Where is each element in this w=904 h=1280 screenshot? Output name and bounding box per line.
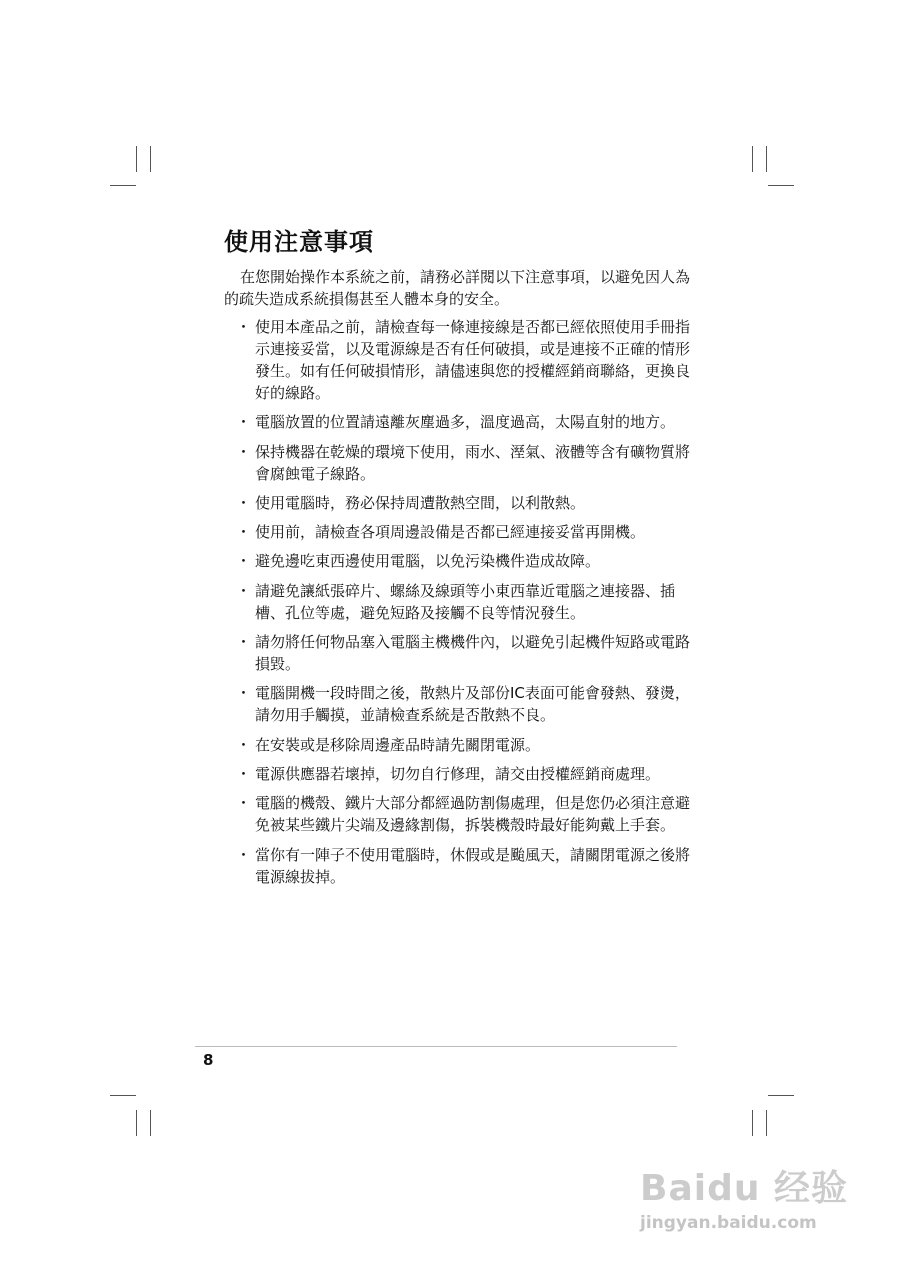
crop-mark [150, 1110, 151, 1136]
bullet-icon: ・ [236, 552, 252, 571]
list-item-line: 電腦的機殼、鐵片大部分都經過防割傷處理，但是您仍必須注意避 [255, 794, 691, 813]
bullet-icon: ・ [236, 581, 252, 600]
list-item [236, 492, 676, 514]
list-item [236, 411, 676, 433]
list-item [236, 792, 691, 836]
list-item-line: 電腦開機一段時間之後，散熱片及部份IC表面可能會發熱、發燙， [255, 684, 690, 703]
watermark [640, 1160, 848, 1233]
list-item-line: 保持機器在乾燥的環境下使用，雨水、溼氣、液體等含有礦物質將 [255, 442, 691, 461]
bullet-icon: ・ [236, 493, 252, 512]
list-item-line: 請勿將任何物品塞入電腦主機機件內，以避免引起機件短路或電路 [255, 633, 691, 652]
crop-mark [752, 146, 753, 172]
bullet-icon: ・ [236, 764, 252, 783]
precautions-list [236, 316, 691, 895]
crop-mark [110, 1095, 136, 1096]
list-item [236, 580, 676, 624]
crop-mark [136, 146, 137, 172]
list-item-line: 當你有一陣子不使用電腦時，休假或是颱風天，請關閉電源之後將 [255, 845, 691, 864]
bullet-icon: ・ [236, 413, 252, 432]
list-item-line: 發生。如有任何破損情形，請儘速與您的授權經銷商聯絡，更換良 [255, 362, 691, 380]
watermark-url: jingyan.baidu.com [640, 1213, 817, 1233]
bullet-icon: ・ [236, 845, 252, 864]
crop-mark [766, 1110, 767, 1136]
list-item-line: 在安裝或是移除周邊產品時請先關閉電源。 [255, 735, 541, 754]
list-item [236, 682, 690, 726]
list-item-line: 免被某些鐵片尖端及邊緣割傷，拆裝機殼時最好能夠戴上手套。 [255, 816, 676, 835]
bullet-icon: ・ [236, 442, 252, 461]
list-item [236, 550, 676, 572]
intro-line: 在您開始操作本系統之前，請務必詳閱以下注意事項，以避免因人為 [240, 268, 691, 286]
bullet-icon: ・ [236, 794, 252, 813]
list-item [236, 441, 691, 485]
bullet-icon: ・ [236, 633, 252, 652]
list-item [236, 521, 676, 543]
list-item-line: 避免邊吃東西邊使用電腦，以免污染機件造成故障。 [255, 552, 601, 571]
list-item-line: 電源線拔掉。 [255, 867, 346, 886]
list-item-line: 損毀。 [255, 655, 301, 674]
list-item-line: 使用前，請檢查各項周邊設備是否都已經連接妥當再開機。 [255, 523, 646, 542]
crop-mark [768, 1095, 794, 1096]
intro-line: 的疏失造成系統損傷甚至人體本身的安全。 [224, 290, 510, 308]
list-item-line: 請避免讓紙張碎片、螺絲及線頭等小東西靠近電腦之連接器、插 [255, 581, 676, 600]
page-title: 使用注意事項 [224, 228, 374, 256]
crop-mark [752, 1110, 753, 1136]
crop-mark [110, 185, 136, 186]
list-item [236, 734, 676, 756]
footer-divider [195, 1046, 677, 1047]
bullet-icon: ・ [236, 523, 252, 542]
intro-paragraph [224, 266, 691, 310]
list-item [236, 316, 691, 404]
crop-mark [150, 146, 151, 172]
watermark-logo: Baidu 经验 [640, 1168, 849, 1209]
bullet-icon: ・ [236, 318, 252, 336]
list-item-line: 使用本產品之前，請檢查每一條連接線是否都已經依照使用手冊指 [255, 318, 691, 336]
list-item-line: 請勿用手觸摸，並請檢查系統是否散熱不良。 [255, 706, 556, 725]
page-number: 8 [203, 1051, 214, 1069]
list-item-line: 槽、孔位等處，避免短路及接觸不良等情況發生。 [255, 603, 586, 622]
bullet-icon: ・ [236, 735, 252, 754]
crop-mark [136, 1110, 137, 1136]
list-item [236, 844, 691, 888]
bullet-icon: ・ [236, 684, 252, 703]
crop-mark [766, 146, 767, 172]
list-item-line: 會腐蝕電子線路。 [255, 464, 376, 483]
list-item-line: 電源供應器若壞掉，切勿自行修理，請交由授權經銷商處理。 [255, 764, 661, 783]
list-item-line: 電腦放置的位置請遠離灰塵過多，溫度過高，太陽直射的地方。 [255, 413, 676, 432]
crop-mark [768, 185, 794, 186]
list-item-line: 示連接妥當，以及電源線是否有任何破損，或是連接不正確的情形 [255, 340, 691, 358]
list-item [236, 763, 676, 785]
list-item-line: 使用電腦時，務必保持周遭散熱空間，以利散熱。 [255, 493, 586, 512]
list-item-line: 好的線路。 [255, 384, 331, 402]
list-item [236, 631, 691, 675]
